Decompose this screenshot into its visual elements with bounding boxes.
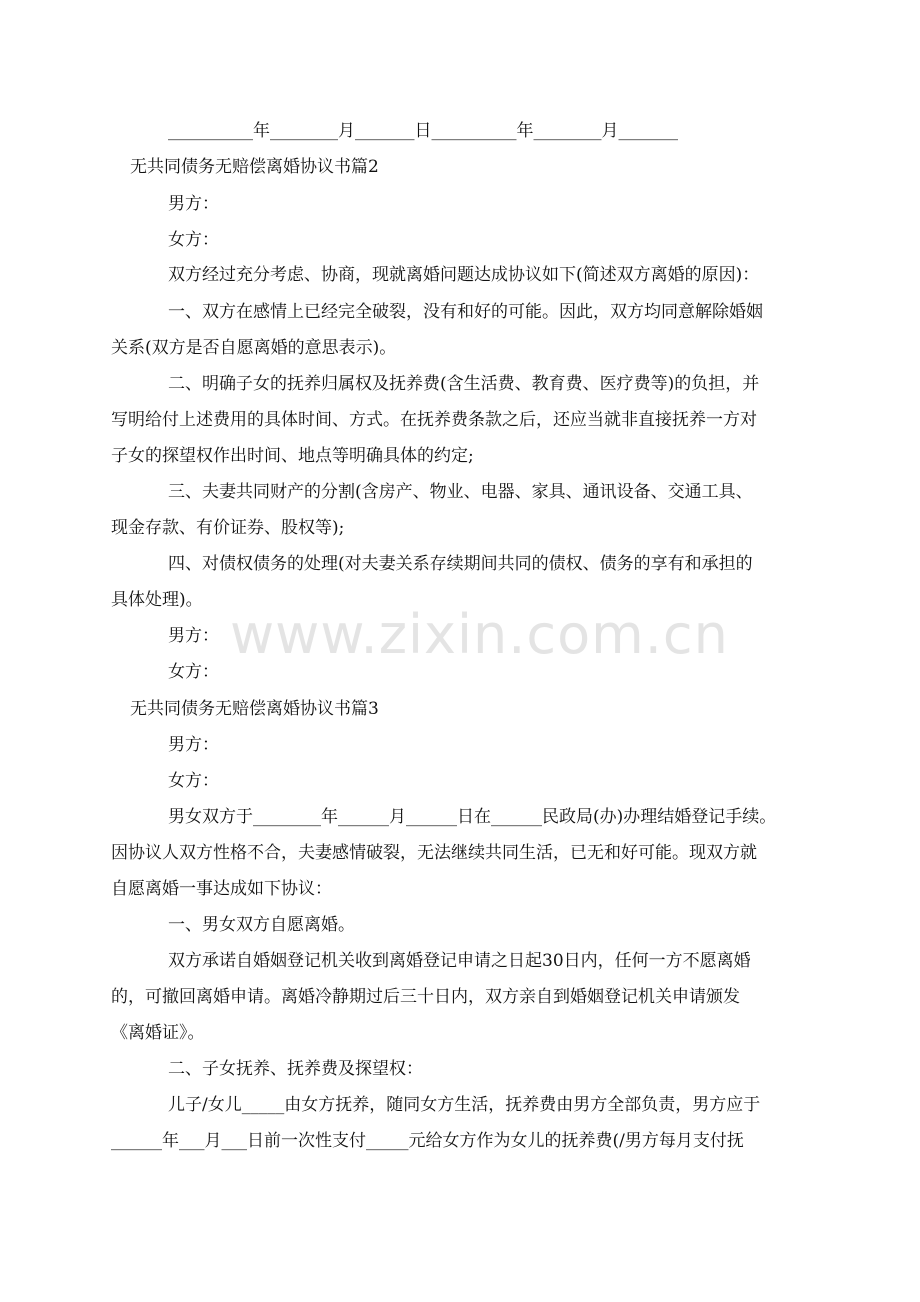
paragraph-line: 《离婚证》。: [111, 1023, 205, 1043]
paragraph-line: 一、双方在感情上已经完全破裂，没有和好的可能。因此，双方均同意解除婚姻: [168, 302, 763, 322]
paragraph-line: 儿子/女儿_____由女方抚养，随同女方生活，抚养费由男方全部负责，男方应于: [168, 1095, 761, 1115]
paragraph-line: 关系(双方是否自愿离婚的意思表示)。: [111, 338, 397, 358]
paragraph-line: 现金存款、有价证券、股权等);: [111, 518, 345, 538]
watermark: www.zixin.com.cn: [230, 603, 729, 666]
paragraph-line: 写明给付上述费用的具体时间、方式。在抚养费条款之后，还应当就非直接抚养一方对: [111, 410, 757, 430]
date-line: __________年________月_______日__________年________月_______: [168, 121, 678, 141]
paragraph-line: 因协议人双方性格不合，夫妻感情破裂，无法继续共同生活，已无和好可能。现双方就: [111, 843, 757, 863]
paragraph-line: 女方：: [168, 662, 219, 682]
paragraph-line: 男女双方于________年______月______日在______民政局(办)办理结婚登记手续。: [168, 807, 777, 827]
paragraph-line: 子女的探望权作出时间、地点等明确具体的约定;: [111, 446, 474, 466]
paragraph-line: 一、男女双方自愿离婚。: [168, 915, 355, 935]
paragraph-line: 男方：: [168, 194, 219, 214]
paragraph-line: 三、夫妻共同财产的分割(含房产、物业、电器、家具、通讯设备、交通工具、: [168, 482, 753, 502]
paragraph-line: 四、对债权债务的处理(对夫妻关系存续期间共同的债权、债务的享有和承担的: [168, 554, 753, 574]
paragraph-line: ______年___月___日前一次性支付_____元给女方作为女儿的抚养费(/男方每月支付抚: [111, 1131, 744, 1151]
section-heading: 无共同债务无赔偿离婚协议书篇2: [130, 157, 379, 177]
paragraph-line: 女方：: [168, 771, 219, 791]
paragraph-line: 男方：: [168, 735, 219, 755]
paragraph-line: 具体处理)。: [111, 590, 203, 610]
paragraph-line: 女方：: [168, 230, 219, 250]
paragraph-line: 自愿离婚一事达成如下协议：: [111, 879, 332, 899]
paragraph-line: 二、明确子女的抚养归属权及抚养费(含生活费、教育费、医疗费等)的负担，并: [168, 374, 760, 394]
paragraph-line: 双方经过充分考虑、协商，现就离婚问题达成协议如下(简述双方离婚的原因)：: [168, 265, 760, 285]
paragraph-line: 男方：: [168, 626, 219, 646]
paragraph-line: 双方承诺自婚姻登记机关收到离婚登记申请之日起30日内，任何一方不愿离婚: [168, 951, 751, 971]
section-heading: 无共同债务无赔偿离婚协议书篇3: [130, 699, 379, 719]
paragraph-line: 的，可撤回离婚申请。离婚冷静期过后三十日内，双方亲自到婚姻登记机关申请颁发: [111, 987, 740, 1007]
paragraph-line: 二、子女抚养、抚养费及探望权：: [168, 1059, 423, 1079]
